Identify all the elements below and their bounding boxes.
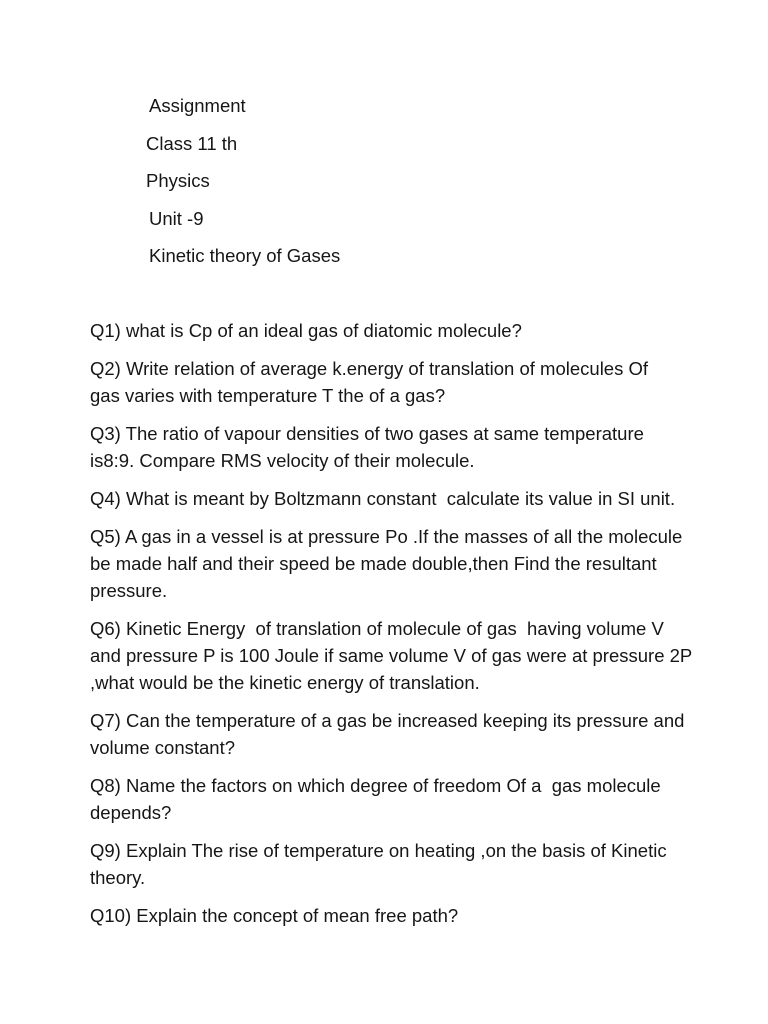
question-line: volume constant?	[90, 737, 236, 758]
question-line: be made half and their speed be made double,then Find the resultant	[90, 553, 657, 574]
question-line: gas varies with temperature T the of a gas?	[90, 385, 446, 406]
question-line: Q1) what is Cp of an ideal gas of diatomic molecule?	[90, 320, 522, 341]
question-line: ,what would be the kinetic energy of translation.	[90, 672, 480, 693]
question-6	[90, 615, 730, 696]
question-8	[90, 772, 730, 826]
question-line: Q5) A gas in a vessel is at pressure Po .If the masses of all the molecule	[90, 526, 683, 547]
question-line: Q2) Write relation of average k.energy of translation of molecules Of	[90, 358, 649, 379]
question-4	[90, 485, 730, 512]
question-2	[90, 355, 730, 409]
question-5	[90, 523, 730, 604]
subject-label: Physics	[146, 170, 210, 191]
question-line: Q10) Explain the concept of mean free path?	[90, 905, 459, 926]
question-line: pressure.	[90, 580, 168, 601]
question-line: is8:9. Compare RMS velocity of their molecule.	[90, 450, 475, 471]
question-line: Q8) Name the factors on which degree of freedom Of a gas molecule	[90, 775, 661, 796]
class-label: Class 11 th	[146, 132, 238, 154]
question-9	[90, 837, 730, 891]
question-3	[90, 420, 730, 474]
chapter-title: Kinetic theory of Gases	[149, 245, 341, 266]
question-list	[90, 317, 730, 940]
question-line: Q4) What is meant by Boltzmann constant calculate its value in SI unit.	[90, 488, 676, 509]
question-1	[90, 317, 730, 344]
question-line: depends?	[90, 802, 172, 823]
assignment-title: Assignment	[149, 95, 246, 116]
question-10	[90, 902, 730, 929]
assignment-header	[146, 92, 340, 280]
question-line: Q6) Kinetic Energy of translation of molecule of gas having volume V	[90, 618, 664, 639]
question-line: Q9) Explain The rise of temperature on heating ,on the basis of Kinetic	[90, 840, 667, 861]
unit-label: Unit -9	[149, 207, 204, 229]
question-line: Q7) Can the temperature of a gas be increased keeping its pressure and	[90, 710, 685, 731]
question-line: Q3) The ratio of vapour densities of two gases at same temperature	[90, 423, 644, 444]
question-line: and pressure P is 100 Joule if same volume V of gas were at pressure 2P	[90, 645, 693, 666]
question-7	[90, 707, 730, 761]
question-line: theory.	[90, 867, 146, 888]
